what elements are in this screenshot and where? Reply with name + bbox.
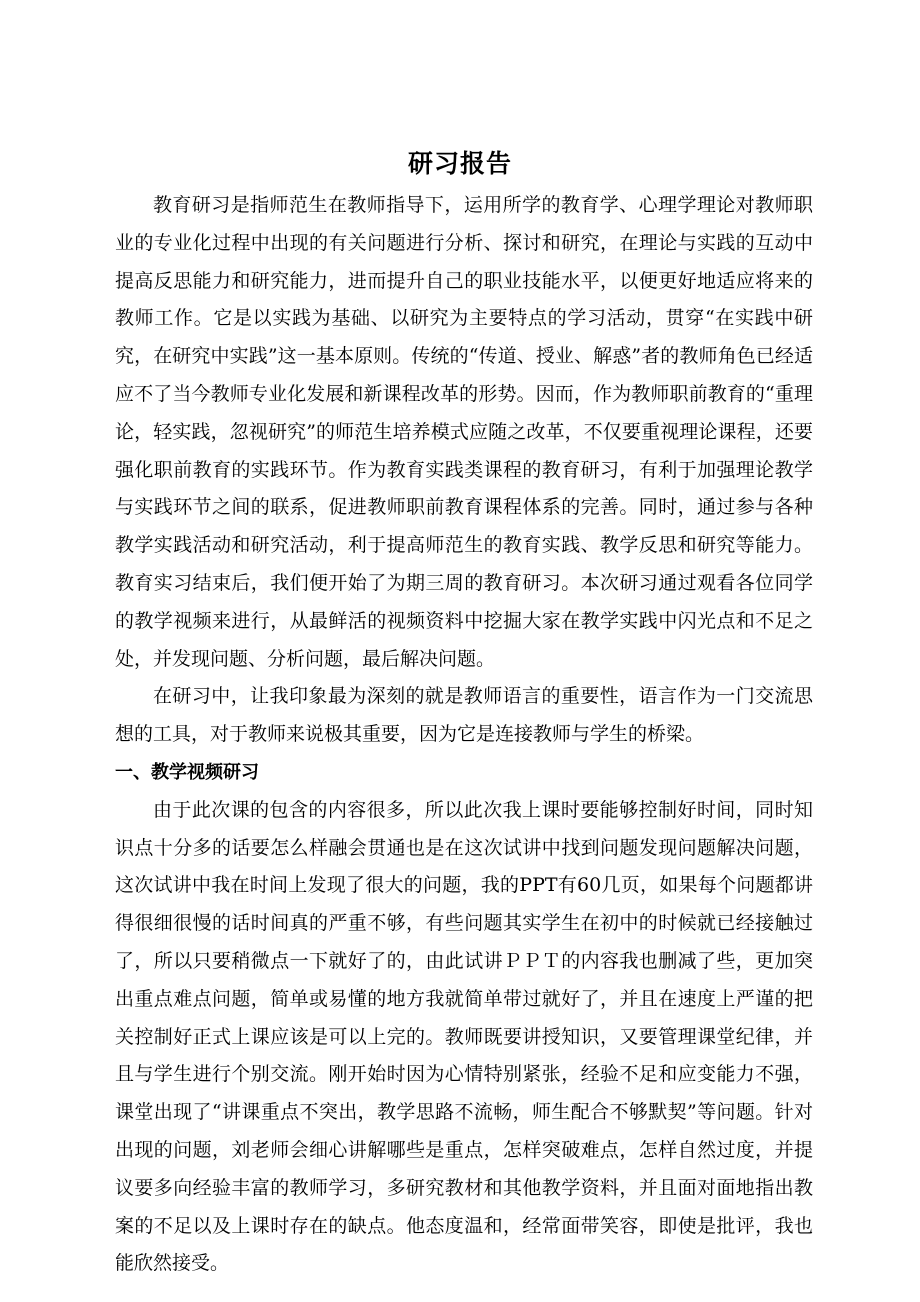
document-title: 研习报告 <box>407 149 512 178</box>
section-heading: 一、教学视频研习 <box>115 761 259 783</box>
document-body <box>115 187 813 1283</box>
language-paragraph: 在研习中，让我印象最为深刻的就是教师语言的重要性，语言作为一门交流思想的工具，对于教师来说极其重要，因为它是连接教师与学生的桥梁。 <box>115 685 813 746</box>
section-paragraph: 由于此次课的包含的内容很多，所以此次我上课时要能够控制好时间，同时知识点十分多的话要怎么样融会贯通也是在这次试讲中找到问题发现问题解决问题，这次试讲中我在时间上发现了很大的问题，我的PPT有60几页，如果每个问题都讲得很细很慢的话时间真的严重不够，有些问题其实学生在初中的时候就已经接触过了，所以只要稍微点一下就好了的，由此试讲ＰＰＴ的内容我也删减了些，更加突出重点难点问题，简单或易懂的地方我就简单带过就好了，并且在速度上严谨的把关控制好正式上课应该是可以上完的。教师既要讲授知识，又要管理课堂纪律，并且与学生进行个别交流。刚开始时因为心情特别紧张，经验不足和应变能力不强，课堂出现了“讲课重点不突出，教学思路不流畅，师生配合不够默契”等问题。针对出现的问题，刘老师会细心讲解哪些是重点，怎样突破难点，怎样自然过度，并提议要多向经验丰富的教师学习，多研究教材和其他教学资料，并且面对面地指出教案的不足以及上课时存在的缺点。他态度温和，经常面带笑容，即使是批评，我也能欣然接受。 <box>115 798 813 1275</box>
intro-paragraph: 教育研习是指师范生在教师指导下，运用所学的教育学、心理学理论对教师职业的专业化过程中出现的有关问题进行分析、探讨和研究，在理论与实践的互动中提高反思能力和研究能力，进而提升自己的职业技能水平，以便更好地适应将来的教师工作。它是以实践为基础、以研究为主要特点的学习活动，贯穿“在实践中研究，在研究中实践”这一基本原则。传统的“传道、授业、解惑”者的教师角色已经适应不了当今教师专业化发展和新课程改革的形势。因而，作为教师职前教育的“重理论，轻实践，忽视研究”的师范生培养模式应随之改革，不仅要重视理论课程，还要强化职前教育的实践环节。作为教育实践类课程的教育研习，有利于加强理论教学与实践环节之间的联系，促进教师职前教育课程体系的完善。同时，通过参与各种教学实践活动和研究活动，利于提高师范生的教育实践、教学反思和研究等能力。教育实习结束后，我们便开始了为期三周的教育研习。本次研习通过观看各位同学的教学视频来进行，从最鲜活的视频资料中挖掘大家在教学实践中闪光点和不足之处，并发现问题、分析问题，最后解决问题。 <box>115 194 813 670</box>
